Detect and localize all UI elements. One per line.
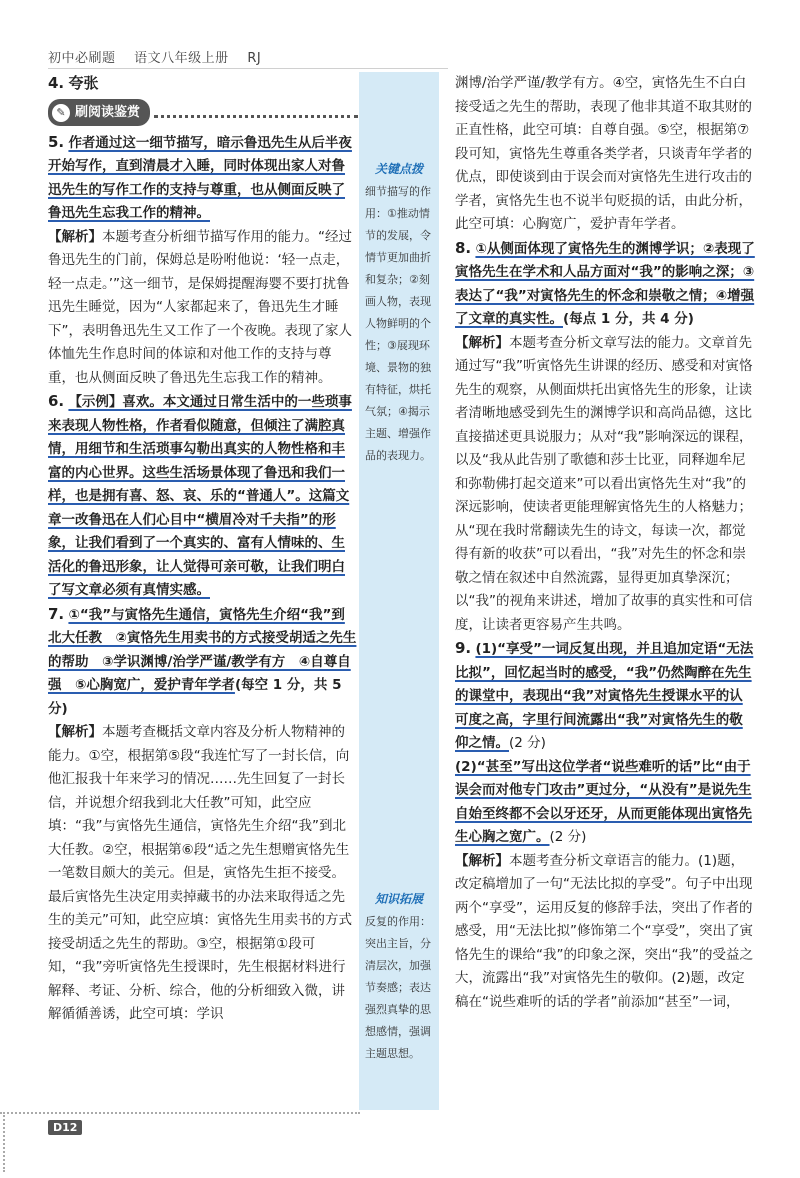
series-title: 初中必刷题 [48,51,116,66]
knowledge-text: 反复的作用：突出主旨，分清层次，加强节奏感；表达强烈真挚的思想感情，强调主题思想。 [365,915,431,1060]
analysis-text: 本题考查分析细节描写作用的能力。“经过鲁迅先生的门前，保姆总是吩咐他说：‘轻一点走，轻一点走。’”这一细节，是保姆提醒海婴不要打扰鲁迅先生睡觉，因为“人家都起来了，鲁迅先生才睡下”，表明鲁迅先生又工作了一个夜晚。表现了家人体恤先生作息时间的体谅和对他工作的支持与尊重，也从侧面反映了鲁迅先生忘我工作的精神。 [48,228,352,386]
score-note: (2 分) [549,829,587,845]
analysis-text: 本题考查分析文章写法的能力。文章首先通过写“我”听寅恪先生讲课的经历、感受和对寅恪先生的观察，从侧面烘托出寅恪先生的形象，让读者清晰地感受到先生的渊博学识和高尚品德，这比直接描述更具说服力；从对“我”影响深远的课程，以及“我从此告别了歌德和莎士比亚，同释迦牟尼和弥勒佛打起交道来”可以看出寅恪先生对“我”的深远影响，使读者更能理解寅恪先生的人格魅力；从“现在我时常翻读先生的诗文，每读一次，都觉得有新的收获”可以看出，“我”对先生的怀念和崇敬之情在叙述中自然流露，显得更加真挚深沉；以“我”的视角来讲述，增加了故事的真实性和可信度，让读者更容易产生共鸣。 [455,334,753,633]
right-column [455,72,755,1014]
question-5: 5. 作者通过这一细节描写，暗示鲁迅先生从后半夜开始写作，直到清晨才入睡，同时体现出家人对鲁迅先生的写作工作的支持与尊重，也从侧面反映了鲁迅先生忘我工作的精神。 【解析】本题考查分析细节描写作用的能力。“经过鲁迅先生的门前，保姆总是吩咐他说：‘轻一点走，轻一点走。’”这一细节，是保姆提醒海婴不要打扰鲁迅先生睡觉，因为“人家都起来了，鲁迅先生才睡下”，表明鲁迅先生又工作了一个夜晚。表现了家人体恤先生作息时间的体谅和对他工作的支持与尊重，也从侧面反映了鲁迅先生忘我工作的精神。 [48,132,352,386]
analysis-tag: 【解析】 [455,852,509,869]
page-header [48,47,448,69]
answer-text: (2)“甚至”写出这位学者“说些难听的话”比“由于误会而对他专门攻击”更过分，“从没有”是说先生自始至终都不会以牙还牙，从而更能体现出寅恪先生心胸之宽广。 [455,758,752,845]
section-banner-label: 刷阅读鉴赏 [75,104,141,120]
score-note: (每点 1 分，共 4 分) [563,311,694,327]
answer-text: ①“我”与寅恪先生通信，寅恪先生介绍“我”到北大任教 ②寅恪先生用卖书的方式接受胡适之先生的帮助 ③学识渊博/治学严谨/教学有方 ④自尊自强 ⑤心胸宽广，爱护青年学者 [48,606,357,693]
answer-text: 作者通过这一细节描写，暗示鲁迅先生从后半夜开始写作，直到清晨才入睡，同时体现出家人对鲁迅先生的写作工作的支持与尊重，也从侧面反映了鲁迅先生忘我工作的精神。 [48,134,352,221]
question-7-continued [455,72,755,237]
analysis-text: 渊博/治学严谨/教学有方。④空，寅恪先生不白白接受适之先生的帮助，表现了他非其道不取其财的正直性格，此空可填：自尊自强。⑤空，根据第⑦段可知，寅恪先生尊重各类学者，只谈青年学者的优点，即使谈到由于误会而对寅恪先生进行攻击的学者，寅恪先生也不说半句贬损的话，由此分析，此空可填：心胸宽广，爱护青年学者。 [455,75,752,232]
left-column [48,72,358,1027]
score-note: (每空 1 分，共 5 分) [48,677,342,717]
knowledge-title: 知识拓展 [374,892,423,906]
analysis-tag: 【解析】 [455,334,509,351]
answer-text: (1)“享受”一词反复出现，并且追加定语“无法比拟”，回忆起当时的感受，“我”仍然陶醉在先生的课堂中，表现出“我”对寅恪先生授课水平的认可度之高，字里行间流露出“我”对寅恪先生的敬仰之情。 [455,641,754,751]
key-tips-box [359,152,439,467]
footer-divider [0,1112,360,1114]
question-7: 7. ①“我”与寅恪先生通信，寅恪先生介绍“我”到北大任教 ②寅恪先生用卖书的方式接受胡适之先生的帮助 ③学识渊博/治学严谨/教学有方 ④自尊自强 ⑤心胸宽广，爱护青年学者(每空 1 分，共 5 分) 【解析】本题考查概括文章内容及分析人物精神的能力。①空，根据第⑤段“我连忙写了一封长信，向他汇报我十年来学习的情况……先生回复了一封长信，并说想介绍我到北大任教”可知，此空应填：“我”与寅恪先生通信，寅恪先生介绍“我”到北大任教。②空，根据第⑥段“适之先生想赠寅恪先生一笔数目颇大的美元。但是，寅恪先生拒不接受。最后寅恪先生决定用卖掉藏书的办法来取得适之先生的美元”可知，此空应填：寅恪先生用卖书的方式接受胡适之先生的帮助。③空，根据第①段可知，“我”旁听寅恪先生授课时，先生根据材料进行解释、考证、分析、综合，他的分析细致入微，讲解循循善诱，此空可填：学识 [48,604,357,1022]
answer-text: ①从侧面体现了寅恪先生的渊博学识；②表现了寅恪先生在学术和人品方面对“我”的影响之深；③表达了“我”对寅恪先生的怀念和崇敬之情；④增强了文章的真实性。 [455,240,755,327]
page-number: D12 [48,1120,82,1135]
sidebar [359,72,439,1110]
page-footer [0,1112,360,1178]
edition-label: RJ [247,51,262,66]
question-4: 4. 夸张 [48,74,99,92]
answer-text: 【示例】喜欢。本文通过日常生活中的一些琐事来表现人物性格，作者看似随意，但倾注了满腔真情，用细节和生活琐事勾勒出真实的人物性格和丰富的内心世界。这些生活场景体现了鲁迅和我们一样，也是拥有喜、怒、哀、乐的“普通人”。这篇文章一改鲁迅在人们心目中“横眉冷对千夫指”的形象，让我们看到了一个真实的、富有人情味的、生活化的鲁迅形象，让人觉得可亲可敬，让我们明白了写文章必须有真情实感。 [48,394,352,598]
analysis-tag: 【解析】 [48,724,102,740]
book-icon: ✎ [52,104,70,122]
section-banner [48,101,358,125]
analysis-text: 本题考查概括文章内容及分析人物精神的能力。①空，根据第⑤段“我连忙写了一封长信，向他汇报我十年来学习的情况……先生回复了一封长信，并说想介绍我到北大任教”可知，此空应填：“我”与寅恪先生通信，寅恪先生介绍“我”到北大任教。②空，根据第⑥段“适之先生想赠寅恪先生一笔数目颇大的美元。但是，寅恪先生拒不接受。最后寅恪先生决定用卖掉藏书的办法来取得适之先生的美元”可知，此空应填：寅恪先生用卖书的方式接受胡适之先生的帮助。③空，根据第①段可知，“我”旁听寅恪先生授课时，先生根据材料进行解释、考证、分析、综合，他的分析细致入微，讲解循循善诱，此空可填：学识 [48,724,352,1022]
banner-divider [154,108,358,118]
answer-text: 夸张 [68,74,99,92]
score-note: (2 分) [509,735,546,751]
subject-title: 语文八年级上册 [134,51,229,66]
footer-divider-vertical [3,1112,5,1172]
knowledge-box [359,882,439,1065]
question-6: 6. 【示例】喜欢。本文通过日常生活中的一些琐事来表现人物性格，作者看似随意，但倾注了满腔真情，用细节和生活琐事勾勒出真实的人物性格和丰富的内心世界。这些生活场景体现了鲁迅和我们一样，也是拥有喜、怒、哀、乐的“普通人”。这篇文章一改鲁迅在人们心目中“横眉冷对千夫指”的形象，让我们看到了一个真实的、富有人情味的、生活化的鲁迅形象，让人觉得可亲可敬，让我们明白了写文章必须有真情实感。 [48,392,352,598]
analysis-tag: 【解析】 [48,228,102,245]
question-8: 8. ①从侧面体现了寅恪先生的渊博学识；②表现了寅恪先生在学术和人品方面对“我”的影响之深；③表达了“我”对寅恪先生的怀念和崇敬之情；④增强了文章的真实性。(每点 1 分，共 4 分) 【解析】本题考查分析文章写法的能力。文章首先通过写“我”听寅恪先生讲课的经历、感受和对寅恪先生的观察，从侧面烘托出寅恪先生的形象，让读者清晰地感受到先生的渊博学识和高尚品德，这比直接描述更具说服力；从对“我”影响深远的课程，以及“我从此告别了歌德和莎士比亚，同释迦牟尼和弥勒佛打起交道来”可以看出寅恪先生对“我”的深远影响，使读者更能理解寅恪先生的人格魅力；从“现在我时常翻读先生的诗文，每读一次，都觉得有新的收获”可以看出，“我”对先生的怀念和崇敬之情在叙述中自然流露，显得更加真挚深沉；以“我”的视角来讲述，增加了故事的真实性和可信度，让读者更容易产生共鸣。 [455,238,755,633]
key-tips-text: 细节描写的作用：①推动情节的发展，令情节更加曲折和复杂；②刻画人物，表现人物鲜明的个性；③展现环境、景物的独有特征，烘托气氛；④揭示主题、增强作品的表现力。 [365,185,431,462]
key-tips-title: 关键点拨 [374,162,423,176]
question-9: 9. (1)“享受”一词反复出现，并且追加定语“无法比拟”，回忆起当时的感受，“我”仍然陶醉在先生的课堂中，表现出“我”对寅恪先生授课水平的认可度之高，字里行间流露出“我”对寅恪先生的敬仰之情。(2 分) (2)“甚至”写出这位学者“说些难听的话”比“由于误会而对他专门攻击”更过分，“从没有”是说先生自始至终都不会以牙还牙，从而更能体现出寅恪先生心胸之宽广。(2 分) 【解析】本题考查分析文章语言的能力。(1)题，改定稿增加了一句“无法比拟的享受”。句子中出现两个“享受”，运用反复的修辞手法，突出了作者的感受，用“无法比拟”修饰第二个“享受”，突出了寅恪先生的课给“我”的印象之深，突出“我”的受益之大，流露出“我”对寅恪先生的敬仰。(2)题，改定稿在“说些难听的话的学者”前添加“甚至”一词， [455,639,754,1010]
analysis-text: 本题考查分析文章语言的能力。(1)题，改定稿增加了一句“无法比拟的享受”。句子中出现两个“享受”，运用反复的修辞手法，突出了作者的感受，用“无法比拟”修饰第二个“享受”，突出了寅恪先生的课给“我”的印象之深，突出“我”的受益之大，流露出“我”对寅恪先生的敬仰。(2)题，改定稿在“说些难听的话的学者”前添加“甚至”一词， [455,852,753,1010]
